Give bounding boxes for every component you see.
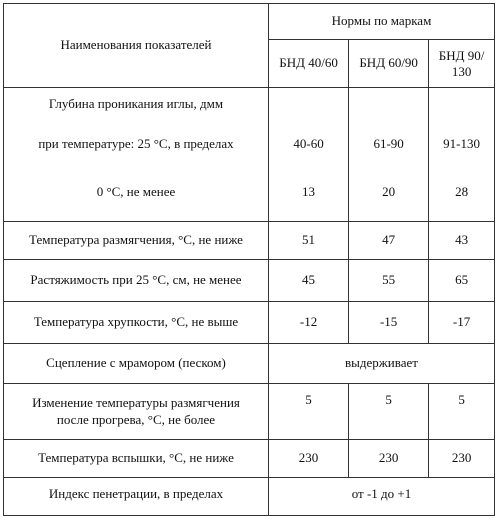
table-row: [4, 260, 495, 302]
penetration-line-25: при температуре: 25 °С, в пределах: [38, 136, 234, 151]
row-name: Растяжимость при 25 °С, см, не менее: [4, 260, 269, 302]
penetration-grade-1: [268, 88, 348, 222]
row-value: 43: [429, 222, 495, 260]
flash-value: 230: [429, 440, 495, 478]
flash-name: Температура вспышки, °С, не ниже: [4, 440, 269, 478]
penindex-value: от -1 до +1: [268, 478, 494, 516]
header-grade-3: [429, 40, 495, 88]
penetration-0-grade-2: 20: [382, 184, 396, 199]
penetration-grade-2: [349, 88, 429, 222]
penetration-line-0: 0 °С, не менее: [96, 184, 176, 199]
softening-change-value: 5: [268, 384, 348, 440]
softening-change-name: Изменение температуры размягчения после прогрева, °С, не более: [4, 384, 269, 440]
penetration-grade-3: [429, 88, 495, 222]
header-grade-1: БНД 40/60: [268, 40, 348, 88]
table-row: [4, 344, 495, 384]
penetration-0-grade-3: 28: [455, 184, 469, 199]
penetration-name-cell: [4, 88, 269, 222]
flash-value: 230: [349, 440, 429, 478]
grade-norms-table: [3, 3, 495, 516]
penetration-0-grade-1: 13: [302, 184, 316, 199]
penetration-25-grade-2: 61-90: [373, 136, 404, 151]
header-norms: Нормы по маркам: [268, 4, 494, 40]
row-value: -12: [268, 302, 348, 344]
row-name: Температура размягчения, °С, не ниже: [4, 222, 269, 260]
header-grade-2: БНД 60/90: [349, 40, 429, 88]
row-value: 65: [429, 260, 495, 302]
flash-value: 230: [268, 440, 348, 478]
penetration-25-grade-1: 40-60: [293, 136, 324, 151]
adhesion-value: выдерживает: [268, 344, 494, 384]
softening-change-value: 5: [429, 384, 495, 440]
row-value: -15: [349, 302, 429, 344]
table-row: [4, 222, 495, 260]
penindex-name: Индекс пенетрации, в пределах: [4, 478, 269, 516]
row-value: 45: [268, 260, 348, 302]
penetration-25-grade-3: 91-130: [443, 136, 481, 151]
softening-change-value: 5: [349, 384, 429, 440]
row-value: 51: [268, 222, 348, 260]
row-value: 47: [349, 222, 429, 260]
table-row: [4, 384, 495, 440]
row-value: -17: [429, 302, 495, 344]
header-grade-3-text: БНД 90/ 130: [438, 47, 485, 79]
table-row: [4, 478, 495, 516]
table-row: [4, 302, 495, 344]
table-row: [4, 440, 495, 478]
row-value: 55: [349, 260, 429, 302]
row-name: Температура хрупкости, °С, не выше: [4, 302, 269, 344]
adhesion-name: Сцепление с мрамором (песком): [4, 344, 269, 384]
penetration-title: Глубина проникания иглы, дмм: [48, 96, 224, 111]
header-name-column: Наименования показателей: [4, 4, 269, 88]
